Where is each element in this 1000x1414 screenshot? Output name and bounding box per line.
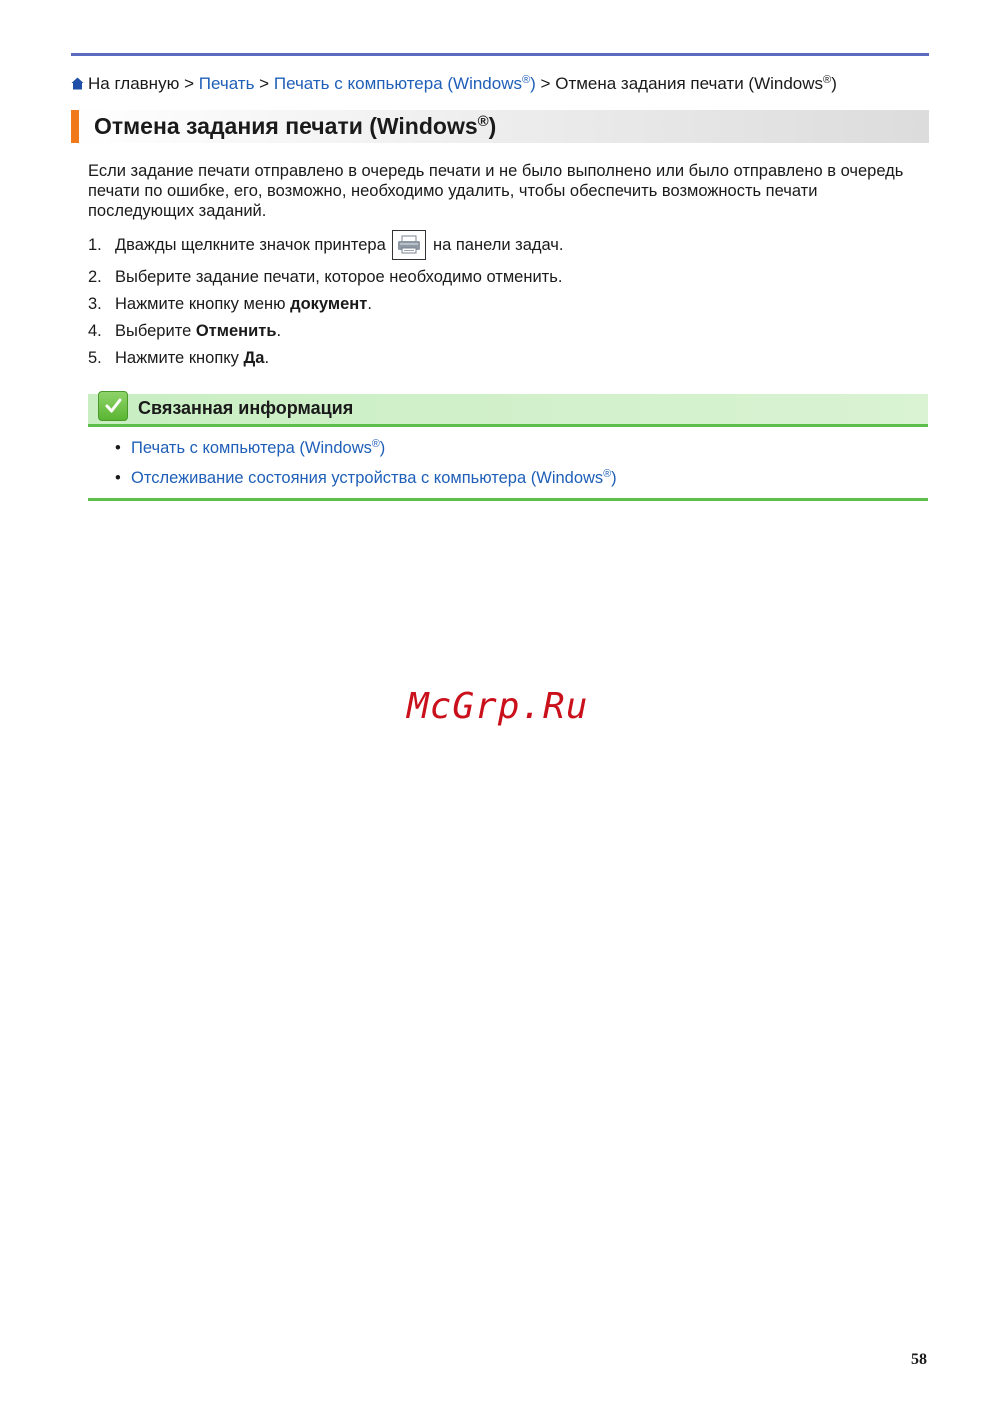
related-info-divider — [88, 424, 928, 427]
related-link-item: • Отслеживание состояния устройства с компьютера (Windows®) — [115, 468, 617, 487]
watermark: McGrp.Ru — [407, 686, 589, 727]
top-rule — [71, 53, 929, 56]
step-3: 3. Нажмите кнопку меню документ. — [88, 295, 372, 313]
step-2: 2. Выберите задание печати, которое необходимо отменить. — [88, 268, 563, 286]
steps-list — [88, 230, 564, 372]
home-icon[interactable] — [71, 77, 84, 90]
page-number: 58 — [911, 1351, 927, 1368]
breadcrumb — [71, 73, 837, 95]
checkmark-icon — [98, 391, 128, 421]
breadcrumb-link-print[interactable]: Печать — [198, 74, 255, 93]
intro-paragraph: Если задание печати отправлено в очередь печати и не было выполнено или было отправлено в очередь печати по ошибке, его, возможно, необходимо удалить, чтобы обеспечить возможность печати последующих заданий. — [88, 162, 904, 220]
title-bar — [71, 110, 929, 143]
step-4: 4. Выберите Отменить. — [88, 322, 282, 340]
step-1: 1. Дважды щелкните значок принтера на панели задач. — [88, 230, 564, 264]
related-link-item: • Печать с компьютера (Windows®) — [115, 438, 386, 457]
step-5: 5. Нажмите кнопку Да. — [88, 349, 270, 367]
breadcrumb-separator: > — [259, 74, 270, 93]
breadcrumb-separator: > — [540, 74, 551, 93]
related-links-list — [115, 437, 617, 497]
related-info-bottom-divider — [88, 498, 928, 501]
printer-icon — [392, 230, 426, 260]
breadcrumb-home[interactable]: На главную — [88, 74, 180, 93]
related-info-title: Связанная информация — [138, 398, 354, 418]
breadcrumb-separator: > — [184, 74, 194, 93]
related-link-monitor-status[interactable]: Отслеживание состояния устройства с компьютера (Windows®) — [131, 468, 617, 487]
breadcrumb-current: Отмена задания печати (Windows®) — [555, 73, 837, 93]
breadcrumb-link-print-from-computer[interactable]: Печать с компьютера (Windows®) — [273, 73, 536, 93]
page-title: Отмена задания печати (Windows®) — [94, 112, 497, 139]
related-link-print-from-computer[interactable]: Печать с компьютера (Windows®) — [131, 438, 386, 457]
title-accent-bar — [71, 110, 79, 143]
